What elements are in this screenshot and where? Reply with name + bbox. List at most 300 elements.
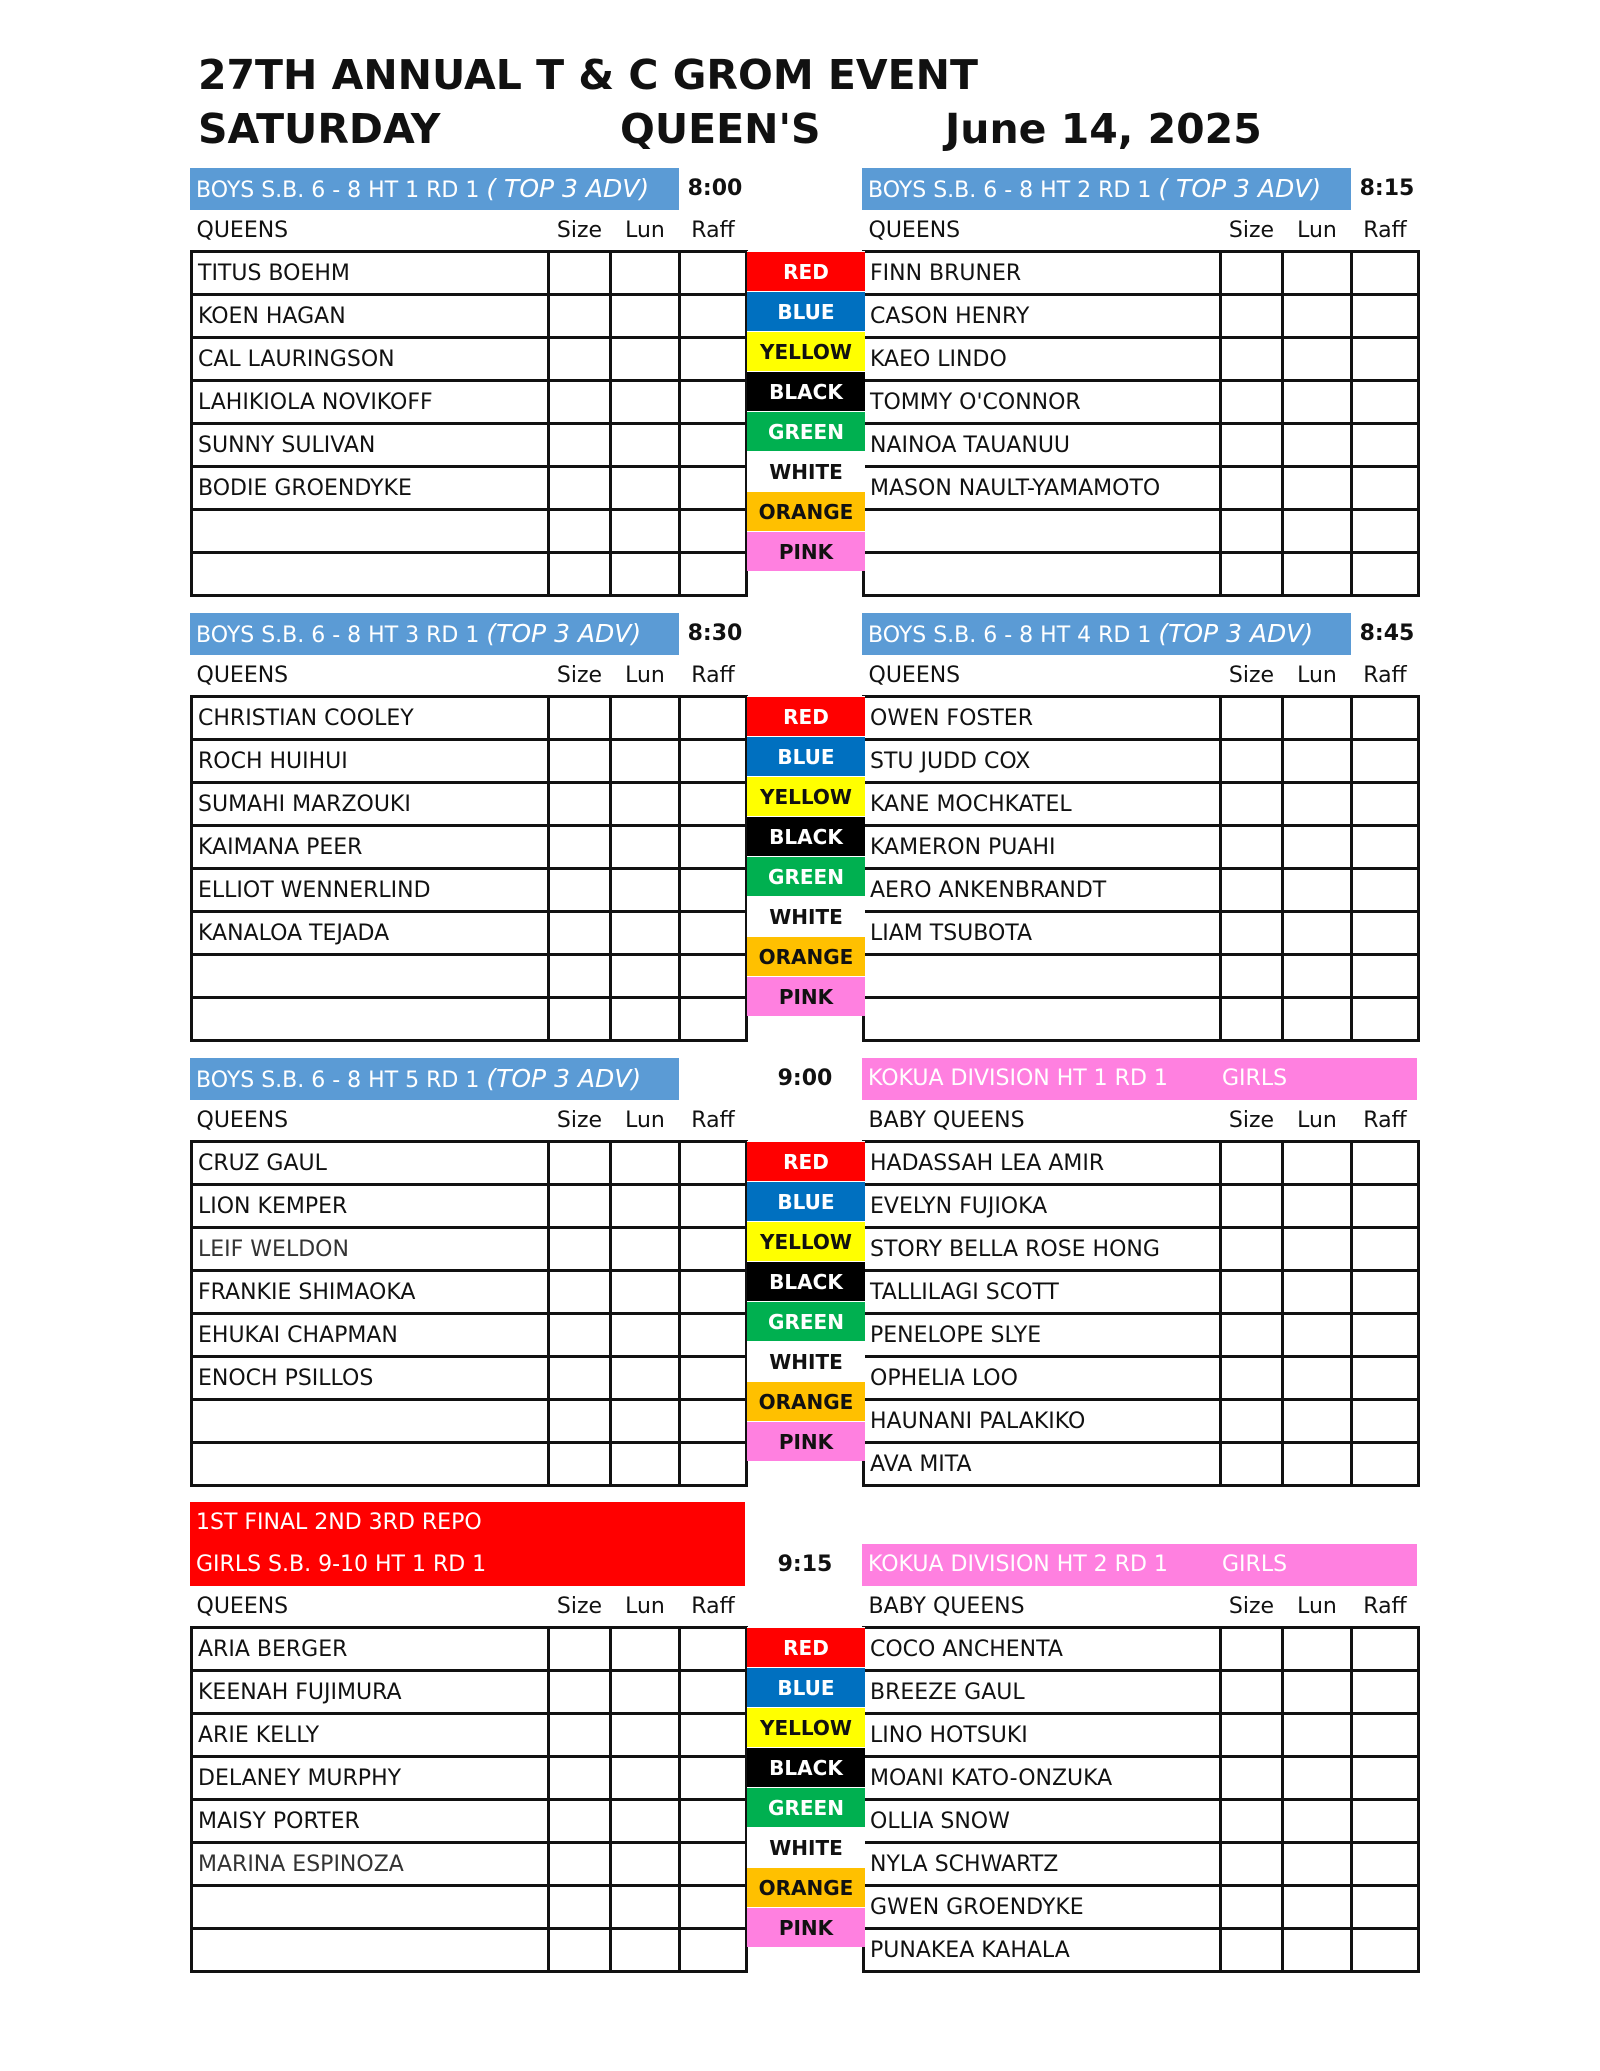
score-cell-size[interactable] [549,1886,611,1929]
score-cell-lun[interactable] [1283,1271,1352,1314]
surfer-name: ELLIOT WENNERLIND [192,869,549,912]
score-cell-raff[interactable] [1352,252,1419,295]
jersey-red: RED [747,696,865,736]
score-cell-size[interactable] [549,510,611,553]
advance-note: (TOP 3 ADV) [486,619,642,648]
score-cell-lun[interactable] [1283,467,1352,510]
heat-header-h4 [862,613,1351,655]
score-cell-size[interactable] [1221,1886,1283,1929]
score-cell-raff[interactable] [680,467,747,510]
table-row [192,1228,747,1271]
score-cell-size[interactable] [1221,955,1283,998]
jersey-color-column [747,696,865,1016]
score-cell-raff[interactable] [1352,955,1419,998]
table-row [192,1185,747,1228]
score-cell-size[interactable] [549,1357,611,1400]
score-cell-size[interactable] [549,826,611,869]
score-cell-size[interactable] [1221,381,1283,424]
score-cell-lun[interactable] [611,1357,680,1400]
score-cell-lun[interactable] [611,553,680,596]
jersey-green: GREEN [747,1787,865,1827]
table-row [192,1714,747,1757]
score-cell-raff[interactable] [680,912,747,955]
score-cell-lun[interactable] [1283,1886,1352,1929]
score-cell-size[interactable] [1221,1400,1283,1443]
score-cell-lun[interactable] [611,1886,680,1929]
score-cell-lun[interactable] [611,1400,680,1443]
score-cell-raff[interactable] [1352,338,1419,381]
score-cell-raff[interactable] [680,1185,747,1228]
table-row [192,869,747,912]
break-label: QUEENS [196,1107,289,1133]
score-cell-size[interactable] [549,912,611,955]
score-cell-raff[interactable] [1352,912,1419,955]
score-cell-size[interactable] [1221,783,1283,826]
score-cell-size[interactable] [1221,1843,1283,1886]
score-cell-size[interactable] [1221,467,1283,510]
surfer-name: SUNNY SULIVAN [192,424,549,467]
jersey-orange: ORANGE [747,491,865,531]
score-cell-raff[interactable] [1352,381,1419,424]
score-cell-size[interactable] [549,740,611,783]
score-cell-lun[interactable] [611,783,680,826]
score-cell-raff[interactable] [1352,740,1419,783]
surfer-name [192,553,549,596]
score-cell-raff[interactable] [1352,295,1419,338]
score-cell-raff[interactable] [1352,467,1419,510]
heat-time: 8:45 [1359,621,1415,646]
score-cell-lun[interactable] [1283,955,1352,998]
score-cell-raff[interactable] [680,1271,747,1314]
score-cell-lun[interactable] [1283,1314,1352,1357]
score-cell-size[interactable] [1221,1271,1283,1314]
score-cell-raff[interactable] [1352,1800,1419,1843]
score-cell-size[interactable] [549,1314,611,1357]
table-row [864,338,1419,381]
right-heat-table-h4 [862,655,1420,1042]
heat-header-h5 [190,1058,679,1100]
table-row [864,424,1419,467]
score-cell-raff[interactable] [680,424,747,467]
score-cell-raff[interactable] [1352,1400,1419,1443]
advance-note: ( TOP 3 ADV) [486,174,650,203]
score-cell-size[interactable] [549,1400,611,1443]
col-raff-header: Raff [691,662,735,688]
score-cell-size[interactable] [1221,1142,1283,1185]
surfer-name: STU JUDD COX [864,740,1221,783]
score-cell-size[interactable] [1221,1228,1283,1271]
table-row [192,1400,747,1443]
event-date: June 14, 2025 [945,105,1262,153]
surfer-name: KANE MOCHKATEL [864,783,1221,826]
score-cell-lun[interactable] [611,1843,680,1886]
score-cell-lun[interactable] [611,295,680,338]
jersey-yellow: YELLOW [747,1221,865,1261]
jersey-orange: ORANGE [747,936,865,976]
table-row [192,740,747,783]
column-header-row [192,655,747,697]
score-cell-size[interactable] [1221,998,1283,1041]
jersey-black: BLACK [747,816,865,856]
score-cell-raff[interactable] [680,1400,747,1443]
score-cell-size[interactable] [549,252,611,295]
score-cell-raff[interactable] [680,1628,747,1671]
score-cell-size[interactable] [1221,869,1283,912]
score-cell-lun[interactable] [1283,553,1352,596]
score-cell-raff[interactable] [680,1443,747,1486]
score-cell-lun[interactable] [1283,1757,1352,1800]
score-cell-lun[interactable] [611,252,680,295]
score-cell-raff[interactable] [680,1671,747,1714]
table-row [192,912,747,955]
score-cell-raff[interactable] [680,510,747,553]
score-cell-size[interactable] [1221,252,1283,295]
surfer-name: EVELYN FUJIOKA [864,1185,1221,1228]
surfer-name [864,955,1221,998]
score-cell-lun[interactable] [1283,1628,1352,1671]
score-cell-lun[interactable] [1283,740,1352,783]
heat-header-h2 [862,168,1351,210]
score-cell-size[interactable] [549,869,611,912]
score-cell-raff[interactable] [680,955,747,998]
left-heat-table-g1 [190,1586,748,1973]
score-cell-size[interactable] [549,553,611,596]
score-cell-lun[interactable] [611,510,680,553]
right-heat-table-k2 [862,1586,1420,1973]
score-cell-raff[interactable] [680,1757,747,1800]
table-row [864,295,1419,338]
score-cell-raff[interactable] [680,381,747,424]
score-cell-raff[interactable] [680,1314,747,1357]
score-cell-lun[interactable] [611,1671,680,1714]
table-row [864,1271,1419,1314]
score-cell-size[interactable] [1221,1185,1283,1228]
table-row [192,1929,747,1972]
surfer-name: STORY BELLA ROSE HONG [864,1228,1221,1271]
table-row [864,1314,1419,1357]
score-cell-lun[interactable] [611,1185,680,1228]
score-cell-size[interactable] [1221,424,1283,467]
score-cell-raff[interactable] [680,553,747,596]
score-cell-size[interactable] [549,697,611,740]
col-raff-header: Raff [691,1593,735,1619]
col-size-header: Size [1228,217,1275,243]
score-cell-lun[interactable] [1283,1843,1352,1886]
score-cell-raff[interactable] [1352,1929,1419,1972]
score-cell-raff[interactable] [1352,553,1419,596]
col-size-header: Size [1228,662,1275,688]
score-cell-lun[interactable] [1283,1185,1352,1228]
score-cell-size[interactable] [549,955,611,998]
score-cell-lun[interactable] [1283,869,1352,912]
score-cell-lun[interactable] [611,998,680,1041]
heat-title: KOKUA DIVISION HT 1 RD 1 [868,1066,1168,1091]
score-cell-lun[interactable] [1283,1714,1352,1757]
score-cell-lun[interactable] [1283,338,1352,381]
score-cell-raff[interactable] [680,826,747,869]
table-row [864,1443,1419,1486]
surfer-name: CHRISTIAN COOLEY [192,697,549,740]
score-cell-raff[interactable] [680,338,747,381]
score-cell-lun[interactable] [611,1714,680,1757]
score-cell-lun[interactable] [611,1271,680,1314]
table-row [864,783,1419,826]
score-cell-raff[interactable] [1352,783,1419,826]
score-cell-lun[interactable] [1283,1400,1352,1443]
heat-time: 8:30 [687,621,743,646]
score-cell-raff[interactable] [680,783,747,826]
score-cell-raff[interactable] [680,1142,747,1185]
score-cell-size[interactable] [1221,553,1283,596]
table-row [192,252,747,295]
division-tag: GIRLS [1222,1066,1288,1091]
surfer-name [192,1400,549,1443]
col-lun-header: Lun [625,662,665,688]
score-cell-size[interactable] [549,998,611,1041]
jersey-yellow: YELLOW [747,776,865,816]
surfer-name: SUMAHI MARZOUKI [192,783,549,826]
score-cell-lun[interactable] [611,1314,680,1357]
score-cell-raff[interactable] [1352,869,1419,912]
event-location: QUEEN'S [620,105,821,153]
score-cell-size[interactable] [549,1800,611,1843]
surfer-name: PUNAKEA KAHALA [864,1929,1221,1972]
score-cell-raff[interactable] [680,1357,747,1400]
score-cell-lun[interactable] [611,1443,680,1486]
score-cell-lun[interactable] [611,1757,680,1800]
score-cell-size[interactable] [1221,1357,1283,1400]
score-cell-size[interactable] [549,381,611,424]
heat-time: 9:15 [777,1552,833,1577]
score-cell-size[interactable] [1221,826,1283,869]
score-cell-raff[interactable] [1352,1886,1419,1929]
score-cell-lun[interactable] [1283,252,1352,295]
jersey-white: WHITE [747,1827,865,1867]
score-cell-lun[interactable] [611,467,680,510]
col-size-header: Size [556,662,603,688]
score-cell-lun[interactable] [611,424,680,467]
surfer-name: LIAM TSUBOTA [864,912,1221,955]
score-cell-size[interactable] [549,295,611,338]
score-cell-size[interactable] [549,1628,611,1671]
table-row [864,869,1419,912]
jersey-yellow: YELLOW [747,331,865,371]
score-cell-raff[interactable] [1352,1628,1419,1671]
jersey-orange: ORANGE [747,1867,865,1907]
table-row [864,1843,1419,1886]
table-row [864,1671,1419,1714]
score-cell-raff[interactable] [1352,1142,1419,1185]
break-label: QUEENS [196,217,289,243]
surfer-name: NYLA SCHWARTZ [864,1843,1221,1886]
jersey-yellow: YELLOW [747,1707,865,1747]
score-cell-size[interactable] [549,1142,611,1185]
score-cell-size[interactable] [1221,295,1283,338]
score-cell-raff[interactable] [1352,1228,1419,1271]
event-day: SATURDAY [198,105,441,153]
jersey-green: GREEN [747,411,865,451]
score-cell-size[interactable] [549,1714,611,1757]
jersey-white: WHITE [747,896,865,936]
score-cell-raff[interactable] [680,1800,747,1843]
table-row [192,1357,747,1400]
score-cell-raff[interactable] [1352,424,1419,467]
score-cell-size[interactable] [549,1185,611,1228]
surfer-name: FINN BRUNER [864,252,1221,295]
heat-title: GIRLS S.B. 9-10 HT 1 RD 1 [196,1552,487,1577]
score-cell-size[interactable] [549,1271,611,1314]
surfer-name: EHUKAI CHAPMAN [192,1314,549,1357]
score-cell-raff[interactable] [1352,510,1419,553]
score-cell-raff[interactable] [1352,1714,1419,1757]
score-cell-raff[interactable] [680,1886,747,1929]
score-cell-size[interactable] [1221,912,1283,955]
score-cell-size[interactable] [549,338,611,381]
score-cell-size[interactable] [549,1228,611,1271]
score-cell-size[interactable] [549,424,611,467]
break-label: QUEENS [868,217,961,243]
score-cell-raff[interactable] [1352,1185,1419,1228]
score-cell-raff[interactable] [680,869,747,912]
col-lun-header: Lun [625,1107,665,1133]
table-row [192,1757,747,1800]
score-cell-lun[interactable] [611,338,680,381]
jersey-black: BLACK [747,1747,865,1787]
jersey-blue: BLUE [747,736,865,776]
score-cell-lun[interactable] [611,1929,680,1972]
table-row [864,826,1419,869]
col-size-header: Size [1228,1593,1275,1619]
heat-time: 8:15 [1359,176,1415,201]
score-cell-raff[interactable] [680,1929,747,1972]
surfer-name: CASON HENRY [864,295,1221,338]
score-cell-lun[interactable] [1283,1443,1352,1486]
score-cell-size[interactable] [1221,1714,1283,1757]
score-cell-raff[interactable] [680,998,747,1041]
table-row [864,1714,1419,1757]
score-cell-raff[interactable] [1352,1671,1419,1714]
score-cell-raff[interactable] [680,697,747,740]
score-cell-size[interactable] [549,783,611,826]
score-cell-lun[interactable] [1283,295,1352,338]
score-cell-size[interactable] [549,467,611,510]
score-cell-size[interactable] [549,1671,611,1714]
score-cell-size[interactable] [1221,338,1283,381]
score-cell-lun[interactable] [1283,697,1352,740]
col-raff-header: Raff [1363,1107,1407,1133]
score-cell-size[interactable] [549,1929,611,1972]
score-cell-lun[interactable] [1283,1800,1352,1843]
score-cell-lun[interactable] [1283,826,1352,869]
score-cell-lun[interactable] [611,869,680,912]
score-cell-size[interactable] [1221,697,1283,740]
score-cell-raff[interactable] [1352,1843,1419,1886]
break-label: QUEENS [868,662,961,688]
score-cell-lun[interactable] [1283,424,1352,467]
table-row [192,1628,747,1671]
score-cell-size[interactable] [1221,1929,1283,1972]
score-cell-raff[interactable] [680,740,747,783]
score-cell-raff[interactable] [1352,1757,1419,1800]
surfer-name: AVA MITA [864,1443,1221,1486]
score-cell-lun[interactable] [611,1228,680,1271]
score-cell-lun[interactable] [1283,1671,1352,1714]
table-row [192,1271,747,1314]
score-cell-size[interactable] [1221,1757,1283,1800]
heat-header-k1 [862,1058,1417,1100]
score-cell-size[interactable] [549,1757,611,1800]
score-cell-raff[interactable] [680,295,747,338]
score-cell-size[interactable] [1221,1314,1283,1357]
score-cell-size[interactable] [1221,1671,1283,1714]
surfer-name: AERO ANKENBRANDT [864,869,1221,912]
score-cell-lun[interactable] [611,381,680,424]
surfer-name: NAINOA TAUANUU [864,424,1221,467]
score-cell-raff[interactable] [1352,1271,1419,1314]
score-cell-raff[interactable] [680,1714,747,1757]
score-cell-lun[interactable] [1283,1357,1352,1400]
score-cell-size[interactable] [1221,1800,1283,1843]
score-cell-lun[interactable] [1283,1228,1352,1271]
score-cell-lun[interactable] [1283,1929,1352,1972]
score-cell-lun[interactable] [611,912,680,955]
score-cell-lun[interactable] [611,826,680,869]
score-cell-raff[interactable] [680,1843,747,1886]
score-cell-raff[interactable] [1352,826,1419,869]
table-row [864,1185,1419,1228]
score-cell-raff[interactable] [680,1228,747,1271]
score-cell-raff[interactable] [1352,998,1419,1041]
score-cell-lun[interactable] [1283,912,1352,955]
jersey-red: RED [747,1627,865,1667]
score-cell-lun[interactable] [1283,1142,1352,1185]
score-cell-lun[interactable] [1283,381,1352,424]
score-cell-lun[interactable] [611,740,680,783]
col-lun-header: Lun [625,217,665,243]
score-cell-lun[interactable] [611,1800,680,1843]
score-cell-raff[interactable] [1352,697,1419,740]
score-cell-lun[interactable] [1283,998,1352,1041]
surfer-name: TOMMY O'CONNOR [864,381,1221,424]
score-cell-raff[interactable] [1352,1443,1419,1486]
score-cell-raff[interactable] [1352,1357,1419,1400]
score-cell-size[interactable] [1221,1443,1283,1486]
heat-title: BOYS S.B. 6 - 8 HT 3 RD 1 [196,623,487,648]
score-cell-size[interactable] [1221,510,1283,553]
col-raff-header: Raff [1363,1593,1407,1619]
col-size-header: Size [556,1593,603,1619]
score-cell-lun[interactable] [611,1142,680,1185]
table-row [192,1142,747,1185]
score-cell-raff[interactable] [1352,1314,1419,1357]
score-cell-size[interactable] [1221,1628,1283,1671]
table-row [864,955,1419,998]
score-cell-lun[interactable] [611,1628,680,1671]
score-cell-size[interactable] [549,1843,611,1886]
break-label: QUEENS [196,662,289,688]
score-cell-lun[interactable] [611,955,680,998]
break-label: QUEENS [196,1593,289,1619]
score-cell-raff[interactable] [680,252,747,295]
jersey-white: WHITE [747,1341,865,1381]
score-cell-size[interactable] [1221,740,1283,783]
event-title: 27TH ANNUAL T & C GROM EVENT [198,51,978,99]
score-cell-size[interactable] [549,1443,611,1486]
surfer-name: LION KEMPER [192,1185,549,1228]
score-cell-lun[interactable] [611,697,680,740]
score-cell-lun[interactable] [1283,510,1352,553]
score-cell-lun[interactable] [1283,783,1352,826]
